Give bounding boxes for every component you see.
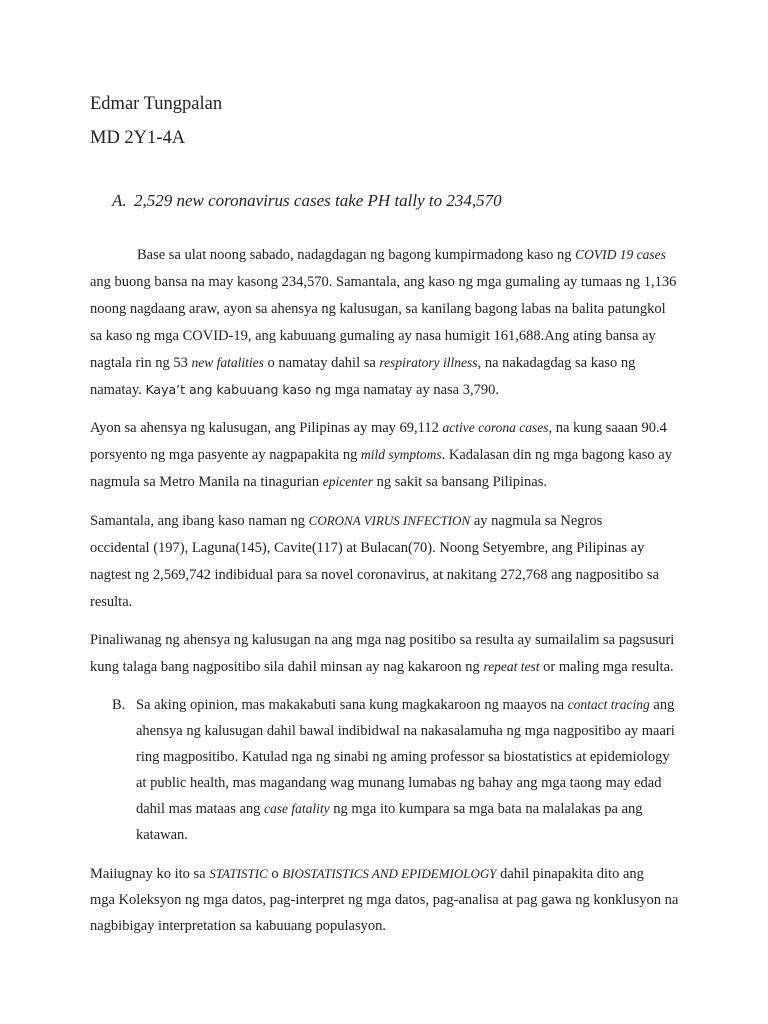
paragraph-2-line-1: [90, 420, 667, 437]
paragraph-1-line-5: [90, 355, 635, 372]
paragraph-4-line-2: [90, 659, 674, 676]
heading-a-title: 2,529 new coronavirus cases take PH tally to 234,570: [134, 191, 502, 210]
italic-term: case fatality: [264, 801, 330, 816]
paragraph-3-line-2: occidental (197), Laguna(145), Cavite(117) at Bulacan(70). Noong Setyembre, ang Pilipinas ay: [90, 540, 645, 556]
paragraph-3-line-4: resulta.: [90, 594, 133, 610]
section-b-line-3: ring magpositibo. Katulad nga ng sinabi ng aming professor sa biostatistics at epidemiology: [136, 749, 670, 765]
text-run: ng sakit sa bansang Pilipinas.: [376, 474, 547, 490]
italic-term: COVID 19 cases: [575, 247, 666, 262]
heading-a-marker: A.: [112, 191, 127, 210]
text-run: ang: [653, 697, 675, 713]
paragraph-1-line-6: [90, 382, 499, 399]
paragraph-5-line-2: mga Koleksyon ng mga datos, pag-interpret ng mga datos, pag-analisa at pag gawa ng konklusyon na: [90, 892, 679, 908]
paragraph-1-line-1: [137, 247, 666, 264]
text-run: ng mga ito kumpara sa mga bata na malalakas pa ang: [333, 801, 643, 817]
italic-term: mild symptoms: [361, 447, 442, 462]
section-b-line-1: [136, 697, 674, 714]
text-run: dahil mas mataas ang: [136, 801, 261, 817]
italic-term: respiratory illness: [379, 355, 478, 370]
paragraph-5-line-3: nagbibigay interpretation sa kabuuang populasyon.: [90, 918, 386, 934]
section-code: MD 2Y1-4A: [90, 128, 186, 148]
text-run: porsyento ng mga pasyente ay nagpapakita ng: [90, 447, 358, 463]
section-b-line-4: at public health, mas magandang wag munang lumabas ng bahay ang mga taong may edad: [136, 775, 662, 791]
italic-term: CORONA VIRUS INFECTION: [308, 513, 471, 528]
text-run: , na nakadagdag sa kaso ng: [477, 355, 636, 371]
italic-term: BIOSTATISTICS AND EPIDEMIOLOGY: [282, 866, 497, 881]
section-b-line-2: ahensya ng kalusugan dahil bawal indibidwal na nakasalamuha ng mga nagpositibo ay maari: [136, 723, 675, 739]
paragraph-1-line-4: sa kaso ng mga COVID-19, ang kabuuang gumaling ay nasa humigit 161,688.Ang ating bansa ay: [90, 328, 656, 344]
paragraph-1-line-2: ang buong bansa na may kasong 234,570. Samantala, ang kaso ng mga gumaling ay tumaas ng 1,136: [90, 274, 677, 290]
section-b-line-5: [136, 801, 643, 818]
section-b-line-6: katawan.: [136, 827, 188, 843]
text-run: kung talaga bang nagpositibo sila dahil minsan ay nag kakaroon ng: [90, 659, 480, 675]
text-run: , na kung saaan 90.4: [548, 420, 667, 436]
text-run: dahil pinapakita dito ang: [500, 866, 644, 882]
text-run: Samantala, ang ibang kaso naman ng: [90, 513, 306, 529]
text-run: . Kadalasan din ng mga bagong kaso ay: [441, 447, 672, 463]
text-run: nagmula sa Metro Manila na tinagurian: [90, 474, 320, 490]
italic-term: STATISTIC: [209, 866, 268, 881]
text-run: ay nagmula sa Negros: [473, 513, 603, 529]
section-b-marker: B.: [112, 697, 126, 713]
paragraph-4-line-1: Pinaliwanag ng ahensya ng kalusugan na ang mga nag positibo sa resulta ay sumailalim sa pagsusuri: [90, 632, 675, 648]
text-run: namatay.: [90, 382, 142, 398]
text-run: mga namatay ay nasa 3,790.: [334, 382, 499, 398]
text-run: Ayon sa ahensya ng kalusugan, ang Pilipinas ay may 69,112: [90, 420, 439, 436]
italic-term: repeat test: [483, 659, 540, 674]
author-name: Edmar Tungpalan: [90, 94, 223, 114]
paragraph-3-line-3: nagtest ng 2,569,742 indibidual para sa novel coronavirus, at nakitang 272,768 ang nagpositibo sa: [90, 567, 660, 583]
sans-text-run: Kaya’t ang kabuuang kaso ng: [145, 382, 332, 397]
paragraph-2-line-2: [90, 447, 672, 464]
text-run: Base sa ulat noong sabado, nadagdagan ng bagong kumpirmadong kaso ng: [137, 247, 572, 263]
paragraph-2-line-3: [90, 474, 547, 491]
text-run: o namatay dahil sa: [267, 355, 376, 371]
italic-term: active corona cases: [442, 420, 549, 435]
paragraph-1-line-3: noong nagdaang araw, ayon sa ahensya ng kalusugan, sa kanilang bagong labas na balita patungkol: [90, 301, 666, 317]
paragraph-3-line-1: [90, 513, 602, 530]
italic-term: epicenter: [322, 474, 373, 489]
text-run: or maling mga resulta.: [543, 659, 674, 675]
paragraph-5-line-1: [90, 866, 644, 883]
text-run: nagtala rin ng 53: [90, 355, 188, 371]
italic-term: new fatalities: [191, 355, 264, 370]
text-run: Maiiugnay ko ito sa: [90, 866, 206, 882]
text-run: o: [271, 866, 279, 882]
italic-term: contact tracing: [567, 697, 650, 712]
text-run: Sa aking opinion, mas makakabuti sana kung magkakaroon ng maayos na: [136, 697, 565, 713]
